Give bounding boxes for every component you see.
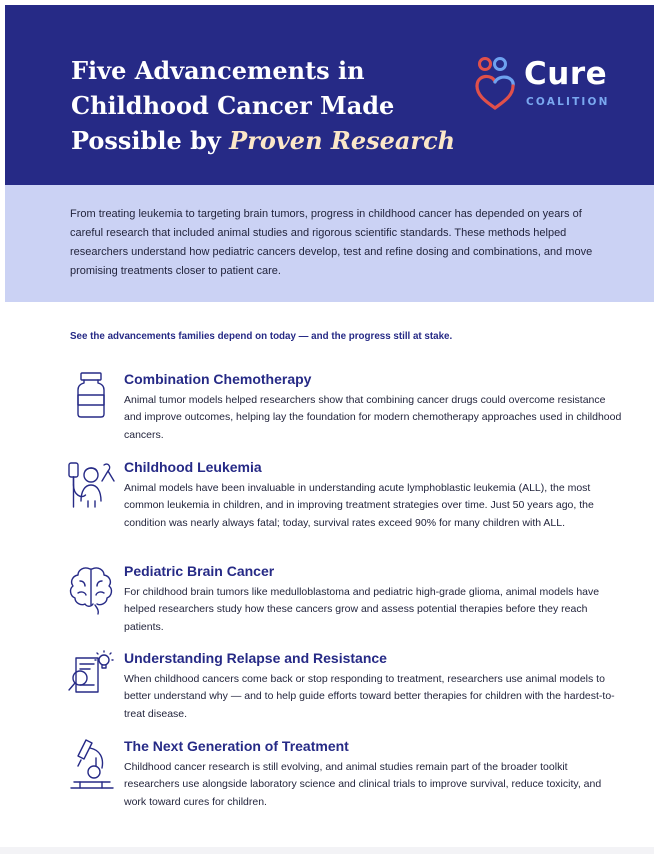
page-title	[71, 53, 491, 158]
title-line-3: Possible by	[71, 126, 230, 155]
child-iv-ribbon-icon	[66, 459, 118, 511]
item-body: When childhood cancers come back or stop responding to treatment, researchers use animal models to better understand why — and to help guide efforts toward better therapies for children with the hardest-to-treat disease.	[124, 673, 615, 720]
intro-text: From treating leukemia to targeting brain tumors, progress in childhood cancer has depended on years of careful research that included animal studies and rigorous scientific standards. These methods helped researchers understand how pediatric cancers develop, test and refine dosing and combinations, and move promising treatments closer to patient care.	[70, 208, 593, 277]
cure-coalition-logo	[471, 52, 631, 116]
microscope-icon	[66, 738, 118, 790]
item-body: Childhood cancer research is still evolving, and animal studies remain part of the broader toolkit researchers use alongside laboratory science and clinical trials to improve survival, reduce toxicity, and work toward cures for children.	[124, 761, 602, 808]
advancement-item-combination-chemotherapy	[66, 371, 626, 441]
logo-wordmark: Cure	[524, 56, 608, 92]
item-body: Animal models have been invaluable in understanding acute lymphoblastic leukemia (ALL), the most common leukemia in children, and in improving treatment strategies over time. Just 50 years ago, the condition was nearly always fatal; today, survival rates exceed 90% for many children with ALL.	[124, 482, 594, 529]
item-title: Understanding Relapse and Resistance	[124, 650, 387, 666]
item-title: The Next Generation of Treatment	[124, 738, 349, 754]
item-body: Animal tumor models helped researchers show that combining cancer drugs could overcome resistance and improve outcomes, helping lay the foundation for modern chemotherapy approaches used in childhood cancers.	[124, 394, 622, 441]
logo-subtitle: COALITION	[526, 96, 610, 108]
tagline: See the advancements families depend on today — and the progress still at stake.	[70, 331, 453, 342]
medicine-bottle-icon	[66, 371, 118, 423]
item-title: Pediatric Brain Cancer	[124, 563, 275, 579]
report-magnifier-lightbulb-icon	[66, 650, 118, 702]
people-heart-logo-icon	[471, 52, 527, 114]
item-title: Childhood Leukemia	[124, 459, 262, 475]
title-line-2: Childhood Cancer Made	[71, 91, 395, 120]
intro-band	[5, 185, 654, 302]
advancement-item-next-generation	[66, 738, 626, 808]
item-title: Combination Chemotherapy	[124, 371, 312, 387]
item-body: For childhood brain tumors like medulloblastoma and pediatric high-grade glioma, animal models have helped researchers study how these cancers grow and assess potential therapies before they reach patients.	[124, 586, 600, 633]
title-line-1: Five Advancements in	[71, 56, 365, 85]
brain-icon	[66, 563, 118, 615]
title-emphasis: Proven Research	[229, 126, 456, 155]
advancement-item-relapse-resistance	[66, 650, 626, 720]
advancement-item-pediatric-brain-cancer	[66, 563, 626, 633]
advancement-item-childhood-leukemia	[66, 459, 626, 547]
bottom-edge	[0, 847, 654, 854]
header-banner	[5, 5, 654, 185]
